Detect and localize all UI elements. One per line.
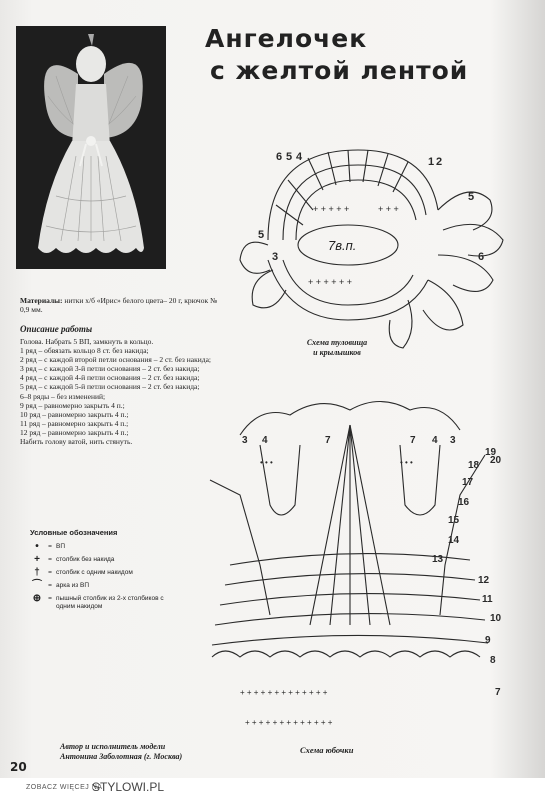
body-row-label: 5 <box>468 191 475 203</box>
legend-title: Условные обозначения <box>30 528 118 537</box>
skirt-inner-label: 4 <box>262 435 268 446</box>
description-row: Набить голову ватой, нить стянуть. <box>20 437 133 447</box>
skirt-inner-label: 3 <box>450 435 456 446</box>
skirt-row-number: 20 <box>490 455 502 466</box>
body-caption-line1: Схема туловища <box>306 338 368 347</box>
description-row: Голова. Набрать 5 ВП, замкнуть в кольцо. <box>20 337 154 346</box>
skirt-row-number: 19 <box>485 447 497 458</box>
body-row-label: 2 <box>436 156 443 168</box>
page-title-line1: Ангелочек <box>205 24 368 53</box>
description-heading: Описание работы <box>20 324 93 334</box>
legend-item: † = столбик с одним накидом <box>30 569 200 577</box>
legend-item: + = столбик без накида <box>30 556 200 564</box>
skirt-row-number: 8 <box>490 655 496 666</box>
cross-icon: † <box>34 567 40 578</box>
symbol-legend <box>30 528 200 615</box>
body-row-label: 4 <box>296 151 303 163</box>
legend-item: ⌒ = арка из ВП <box>30 582 200 590</box>
legend-item: • = ВП <box>30 543 200 551</box>
legend-text: столбик без накида <box>56 556 115 563</box>
skirt-inner-label: 3 <box>242 435 248 446</box>
description-row: 6–8 ряды – без изменений; <box>20 391 106 401</box>
body-diagram-caption <box>282 338 392 358</box>
body-row-label: 5 <box>286 151 293 163</box>
body-row-label: 1 <box>428 156 435 168</box>
description-row: 11 ряд – равномерно закрыть 4 п.; <box>20 418 129 428</box>
description-row: 3 ряд – с каждой 3-й петли основания – 2 ст. без накида; <box>20 364 200 374</box>
skirt-row-number: 11 <box>482 594 493 605</box>
materials-label: Материалы: <box>20 296 63 305</box>
legend-text: столбик с одним накидом <box>56 569 133 576</box>
svg-text:+ + + + + + + + + + + + +: + + + + + + + + + + + + + <box>245 718 333 727</box>
author-credit <box>60 742 182 762</box>
skirt-row-number: 16 <box>458 497 470 508</box>
page-title-line2: с желтой лентой <box>210 56 469 85</box>
svg-text:• • •: • • • <box>260 458 273 467</box>
skirt-inner-label: 4 <box>432 435 438 446</box>
body-caption-line2: и крылышков <box>313 348 361 357</box>
legend-item: ⊕ = пышный столбик из 2-х столбиков с одним накидом <box>30 595 200 610</box>
skirt-row-number: 9 <box>485 635 491 646</box>
footer-brand-link[interactable]: STYLOWI.PL <box>92 780 165 794</box>
body-row-label: 5 <box>258 229 265 241</box>
skirt-row-number: 17 <box>462 477 474 488</box>
author-line1: Автор и исполнитель модели <box>60 742 166 751</box>
legend-text: арка из ВП <box>56 582 90 589</box>
svg-text:+ + + + + +: + + + + + + <box>308 277 353 287</box>
body-wings-diagram <box>228 120 528 360</box>
page-number: 20 <box>10 760 27 774</box>
legend-text: пышный столбик из 2-х столбиков с одним накидом <box>56 595 164 610</box>
body-center-label: 7в.п. <box>328 238 357 253</box>
angel-photo-image <box>16 26 166 269</box>
skirt-row-number: 18 <box>468 460 480 471</box>
skirt-row-number: 13 <box>432 554 444 565</box>
skirt-inner-label: 7 <box>410 435 416 446</box>
skirt-row-number: 7 <box>495 687 501 698</box>
footer-prefix: ZOBACZ WIĘCEJ NA <box>26 784 103 791</box>
arc-icon: ⌒ <box>32 580 42 591</box>
svg-text:+ + +: + + + <box>378 204 399 214</box>
description-row: 10 ряд – равномерно закрыть 4 п.; <box>20 409 129 419</box>
description-row: 4 ряд – с каждой 4-й петли основания – 2 ст. без накида; <box>20 373 200 383</box>
svg-text:+ + + + +: + + + + + <box>313 204 350 214</box>
description-row: 2 ряд – с каждой второй петли основания – 2 ст. без накида; <box>20 355 211 365</box>
skirt-row-number: 12 <box>478 575 490 586</box>
materials-value: нитки х/б «Ирис» белого цвета– 20 г, крючок № 0,9 мм. <box>20 296 218 314</box>
angel-photo <box>16 26 166 269</box>
skirt-diagram-caption: Схема юбочки <box>300 745 354 755</box>
skirt-diagram <box>200 395 510 735</box>
skirt-row-number: 15 <box>448 515 460 526</box>
description-row: 12 ряд – равномерно закрыть 4 п.; <box>20 427 129 437</box>
dot-icon: • <box>35 541 39 552</box>
skirt-row-number: 10 <box>490 613 502 624</box>
description-row: 1 ряд – обвязать кольцо 8 ст. без накида; <box>20 346 149 356</box>
author-line2: Антонина Заболотная (г. Москва) <box>60 752 183 761</box>
description-row: 5 ряд – с каждой 5-й петли основания – 2 ст. без накида; <box>20 382 200 392</box>
body-row-label: 6 <box>478 251 485 263</box>
plus-icon: + <box>34 554 40 565</box>
materials-text <box>20 296 220 314</box>
description-row: 9 ряд – равномерно закрыть 4 п.; <box>20 400 125 410</box>
body-row-label: 3 <box>272 251 279 263</box>
svg-text:• • •: • • • <box>400 458 413 467</box>
skirt-inner-label: 7 <box>325 435 331 446</box>
body-row-label: 6 <box>276 151 283 163</box>
puff-icon: ⊕ <box>32 593 42 604</box>
skirt-row-number: 14 <box>448 535 460 546</box>
legend-text: ВП <box>56 543 66 550</box>
svg-text:+ + + + + + + + + + + + +: + + + + + + + + + + + + + <box>240 688 328 697</box>
